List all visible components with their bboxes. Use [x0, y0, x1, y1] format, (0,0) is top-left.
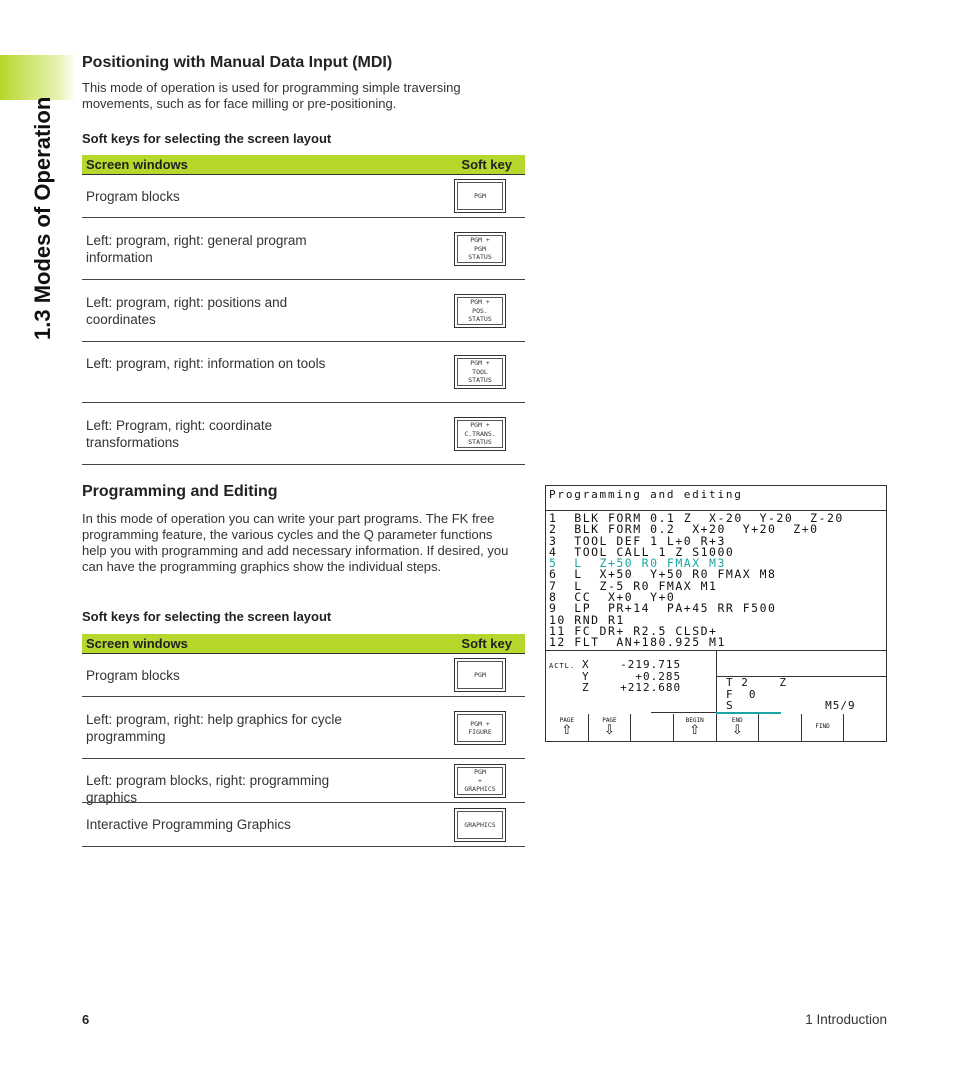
program-line: 9 LP PR+14 PA+45 RR F500 [549, 601, 777, 616]
softkey-label: STATUS [468, 376, 492, 385]
prog-softkey-table [82, 634, 525, 847]
program-line: 11 FC DR+ R2.5 CLSD+ [549, 623, 718, 638]
softkey-button[interactable] [454, 179, 506, 213]
table-row [82, 759, 525, 803]
program-listing [549, 513, 844, 649]
softkey-button[interactable] [454, 808, 506, 842]
screen-title: Programming and editing [549, 488, 743, 501]
screen-softkey[interactable] [674, 714, 717, 741]
program-line: 1 BLK FORM 0.1 Z X-20 Y-20 Z-20 [549, 511, 844, 525]
tnc-screen [545, 485, 887, 742]
screen-softkey-label: END [731, 717, 743, 724]
screen-softkey[interactable] [589, 714, 632, 741]
softkey-label: PGM + [470, 298, 490, 307]
softkey-button[interactable] [454, 417, 506, 451]
screen-softkey[interactable] [802, 714, 845, 741]
screen-softkey-label: FIND [815, 723, 830, 730]
softkey-button[interactable] [454, 711, 506, 745]
program-line: 7 L Z-5 R0 FMAX M1 [549, 578, 718, 593]
program-line: 5 L Z+50 R0 FMAX M3 [549, 556, 726, 571]
row-label: Left: program, right: positions and coordinates [86, 295, 288, 327]
mdi-softkey-table [82, 155, 525, 465]
table-row [82, 342, 525, 403]
chapter-tab [0, 55, 76, 100]
col-screen-windows: Screen windows [86, 157, 188, 172]
softkey-label: STATUS [468, 315, 492, 324]
table-row [82, 654, 525, 697]
row-label: Left: program, right: information on tools [86, 356, 326, 371]
softkey-label: C.TRANS. [464, 429, 496, 438]
softkey-button[interactable] [454, 294, 506, 328]
screen-softkey[interactable] [717, 714, 760, 741]
softkey-label: GRAPHICS [464, 820, 496, 829]
screen-softkey-label: PAGE [559, 717, 575, 724]
table-row [82, 697, 525, 759]
program-line: 12 FLT AN+180.925 M1 [549, 635, 726, 650]
softkey-label: PGM [474, 244, 486, 253]
mdi-paragraph: This mode of operation is used for programming simple traversing movements, such as for face milling or pre-positioning. [82, 80, 461, 111]
table-header [82, 155, 525, 175]
actl-label: ACTL. [549, 662, 576, 670]
screen-softkey-label: PAGE [602, 717, 617, 724]
table-row [82, 803, 525, 847]
col-soft-key: Soft key [461, 157, 512, 172]
screen-softkey[interactable] [844, 714, 886, 741]
row-label: Left: program, right: help graphics for cycle programming [86, 712, 342, 744]
row-label: Program blocks [86, 668, 180, 683]
screen-softkey[interactable] [631, 714, 674, 741]
softkey-label: PGM + [470, 421, 490, 430]
softkey-label: PGM [474, 670, 486, 679]
prog-subheading: Soft keys for selecting the screen layout [82, 609, 332, 624]
row-label: Program blocks [86, 189, 180, 204]
softkey-label: PGM + [470, 719, 490, 728]
arrow-up-icon: ⇧ [561, 723, 573, 738]
divider [716, 650, 717, 713]
program-line: 8 CC X+0 Y+0 [549, 590, 676, 605]
arrow-down-icon: ⇩ [603, 723, 615, 738]
softkey-label: FIGURE [468, 728, 492, 736]
softkey-button[interactable] [454, 658, 506, 692]
row-label: Interactive Programming Graphics [86, 817, 291, 832]
chapter-label: 1 Introduction [805, 1012, 887, 1027]
table-row [82, 403, 525, 465]
mdi-subheading: Soft keys for selecting the screen layout [82, 131, 332, 146]
program-line: 2 BLK FORM 0.2 X+20 Y+20 Z+0 [549, 522, 819, 537]
table-row [82, 280, 525, 342]
screen-softkey[interactable] [759, 714, 802, 741]
softkey-label: POS. [472, 306, 488, 315]
program-line: 3 TOOL DEF 1 L+0 R+3 [549, 533, 726, 548]
screen-softkey-label: BEGIN [685, 717, 704, 724]
softkey-label: + [478, 776, 482, 785]
softkey-label: PGM + [470, 359, 490, 368]
mdi-heading: Positioning with Manual Data Input (MDI) [82, 54, 393, 71]
softkey-label: TOOL [472, 367, 488, 376]
table-header [82, 634, 525, 654]
status-display: T 2 Z F 0 S M5/9 [726, 676, 856, 712]
row-label: Left: program blocks, right: programming graphics [86, 773, 330, 805]
softkey-button[interactable] [454, 355, 506, 389]
prog-paragraph: In this mode of operation you can write your part programs. The FK free programming feature, the various cycles and the Q parameter functions help you with programming and add necessary information. If desired, you can have the programming graphics show the individual steps. [82, 511, 509, 574]
side-chapter-title: 1.3 Modes of Operation [30, 96, 55, 340]
softkey-label: PGM [474, 191, 486, 200]
softkey-button[interactable] [454, 764, 506, 798]
softkey-label: GRAPHICS [464, 785, 496, 794]
col-screen-windows: Screen windows [86, 636, 188, 651]
row-label: Left: program, right: general program information [86, 233, 307, 265]
softkey-label: STATUS [468, 253, 492, 262]
softkey-label: PGM + [470, 236, 490, 245]
softkey-button[interactable] [454, 232, 506, 266]
col-soft-key: Soft key [461, 636, 512, 651]
prog-heading: Programming and Editing [82, 483, 278, 500]
screen-softkey-bar [546, 714, 886, 741]
arrow-down-icon: ⇩ [731, 723, 743, 738]
softkey-label: PGM [474, 768, 486, 777]
softkey-label: STATUS [468, 438, 492, 447]
position-display: X -219.715 Y +0.285 Z +212.680 [582, 658, 682, 694]
row-label: Left: Program, right: coordinate transformations [86, 418, 273, 450]
program-line: 6 L X+50 Y+50 R0 FMAX M8 [549, 567, 777, 582]
arrow-up-icon: ⇧ [689, 723, 701, 738]
page-number: 6 [82, 1012, 90, 1027]
program-line: 10 RND R1 [549, 612, 625, 627]
table-row [82, 175, 525, 218]
screen-softkey[interactable] [546, 714, 589, 741]
table-row [82, 218, 525, 280]
program-line: 4 TOOL CALL 1 Z S1000 [549, 544, 735, 559]
